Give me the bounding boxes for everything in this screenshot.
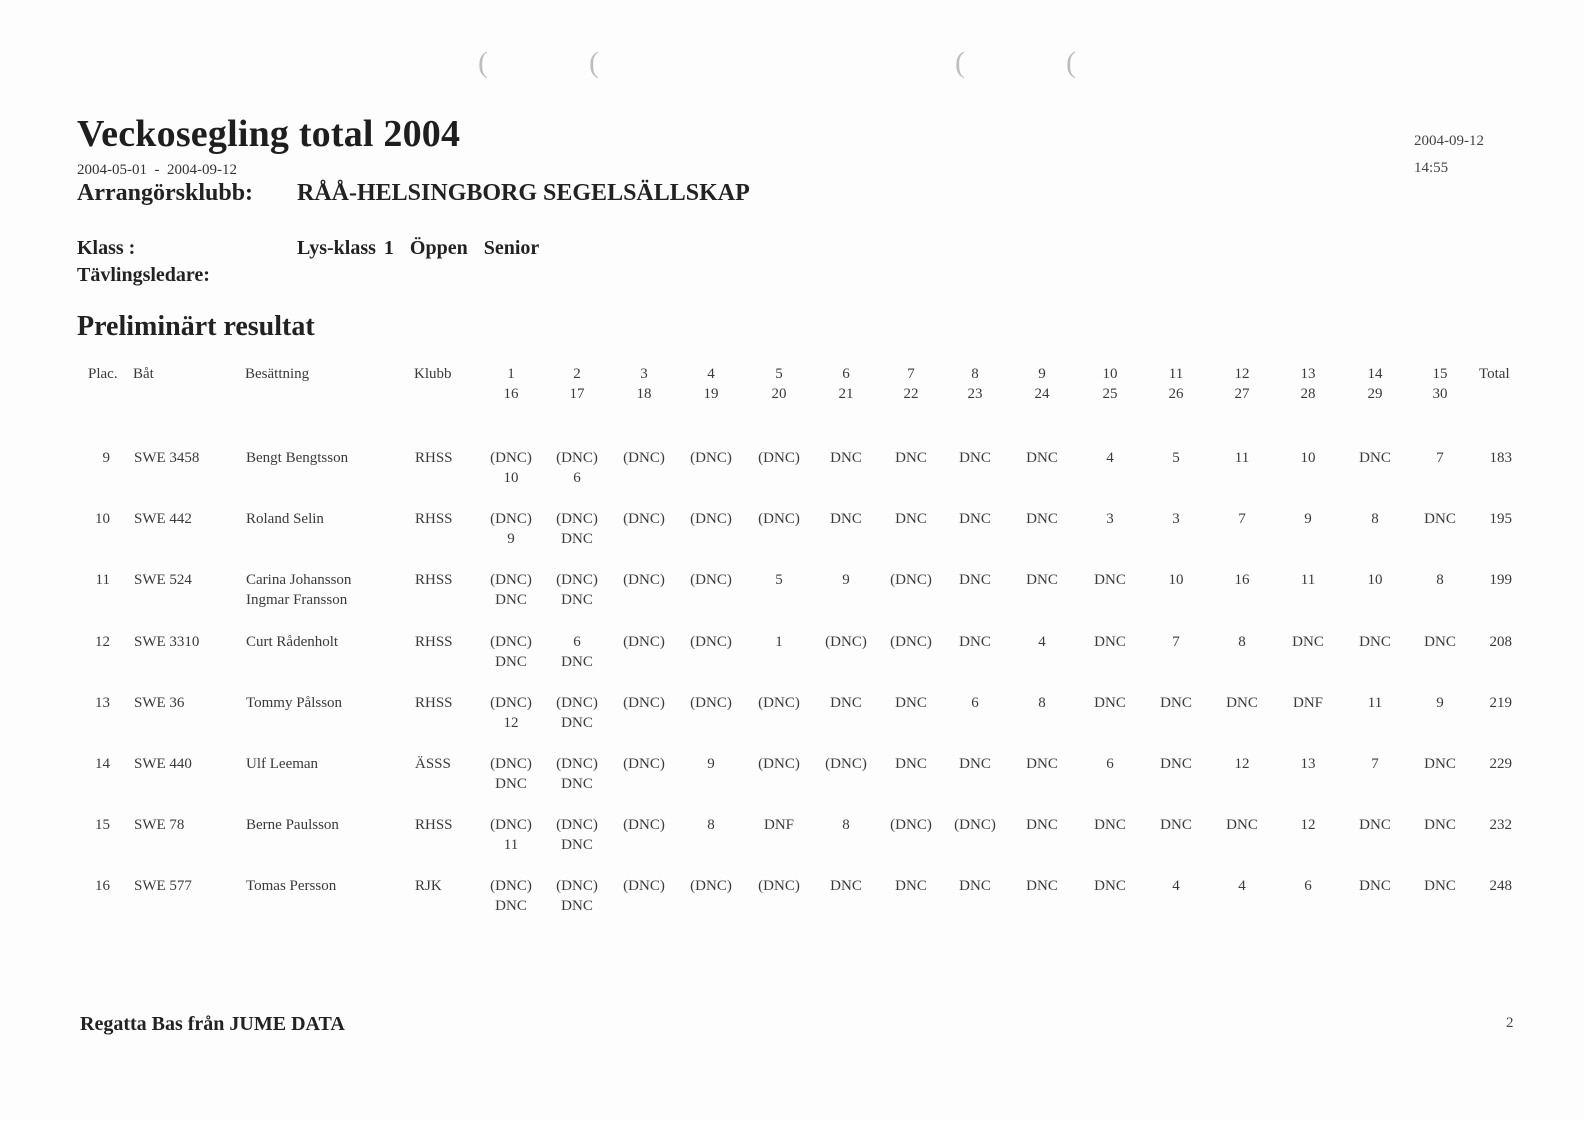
header-race-number: 5: [775, 366, 783, 382]
header-race-number: 29: [1367, 386, 1383, 402]
race-result: 4: [1238, 878, 1246, 894]
organizer-value: RÅÅ-HELSINGBORG SEGELSÄLLSKAP: [297, 180, 750, 206]
race-result: DNC: [1160, 817, 1192, 833]
header-race-number: 14: [1367, 366, 1383, 382]
header-race-number: 30: [1432, 386, 1448, 402]
race-result: (DNC): [623, 572, 665, 588]
class-label: Klass :: [77, 237, 136, 259]
header-plac: Plac.: [88, 366, 118, 382]
race-result: 7: [1172, 634, 1180, 650]
date-range: 2004-05-01 - 2004-09-12: [77, 162, 237, 178]
header-race-number: 15: [1432, 366, 1448, 382]
header-race-number: 26: [1168, 386, 1184, 402]
row-club: RHSS: [415, 695, 453, 711]
race-result: 8: [1436, 572, 1444, 588]
row-placing: 16: [95, 878, 110, 894]
footer-credit: Regatta Bas från JUME DATA: [80, 1013, 345, 1035]
race-result: DNC: [959, 511, 991, 527]
race-result: (DNC): [490, 695, 532, 711]
race-result: DNC: [495, 592, 527, 608]
race-result: (DNC): [825, 634, 867, 650]
race-result: 13: [1300, 756, 1316, 772]
race-result: DNC: [1359, 817, 1391, 833]
race-result: DNC: [830, 695, 862, 711]
header-race-number: 10: [1102, 366, 1118, 382]
header-club: Klubb: [414, 366, 452, 382]
document-title: Veckosegling total 2004: [77, 113, 461, 155]
race-result: 6: [971, 695, 979, 711]
row-crew-member: Bengt Bengtsson: [246, 450, 349, 466]
race-result: DNC: [1094, 634, 1126, 650]
race-result: DNF: [763, 817, 795, 833]
row-placing: 15: [95, 817, 110, 833]
row-boat: SWE 3310: [134, 634, 200, 650]
race-result: (DNC): [758, 878, 800, 894]
header-race-number: 6: [842, 366, 850, 382]
race-result: 3: [1106, 511, 1114, 527]
race-result: (DNC): [758, 756, 800, 772]
race-result: DNC: [1424, 878, 1456, 894]
race-result: (DNC): [623, 756, 665, 772]
race-result: (DNC): [690, 634, 732, 650]
race-result: 9: [707, 756, 715, 772]
race-result: 10: [1168, 572, 1184, 588]
race-result: (DNC): [890, 634, 932, 650]
race-result: 10: [503, 470, 519, 486]
header-crew: Besättning: [245, 366, 310, 382]
header-race-number: 12: [1234, 366, 1250, 382]
race-result: (DNC): [556, 695, 598, 711]
race-result: 8: [842, 817, 850, 833]
row-crew-member: Curt Rådenholt: [246, 634, 339, 650]
punch-mark: (: [955, 46, 965, 79]
section-title: Preliminärt resultat: [77, 311, 315, 342]
row-boat: SWE 442: [134, 511, 192, 527]
row-total: 195: [1489, 511, 1512, 527]
race-result: (DNC): [490, 511, 532, 527]
race-result: 9: [1304, 511, 1312, 527]
header-race-number: 17: [569, 386, 585, 402]
race-result: (DNC): [623, 817, 665, 833]
row-boat: SWE 524: [134, 572, 192, 588]
row-total: 248: [1489, 878, 1512, 894]
race-result: DNC: [1424, 511, 1456, 527]
race-result: 12: [503, 715, 519, 731]
row-boat: SWE 3458: [134, 450, 200, 466]
race-result: DNC: [959, 572, 991, 588]
race-result: 4: [1038, 634, 1046, 650]
header-race-number: 25: [1102, 386, 1118, 402]
header-race-number: 8: [971, 366, 979, 382]
race-result: (DNC): [690, 878, 732, 894]
race-result: DNC: [830, 450, 862, 466]
header-race-number: 3: [640, 366, 648, 382]
race-result: (DNC): [890, 572, 932, 588]
race-result: DNC: [1424, 817, 1456, 833]
race-result: (DNC): [556, 450, 598, 466]
race-result: DNC: [959, 756, 991, 772]
row-total: 208: [1489, 634, 1512, 650]
race-result: 12: [1300, 817, 1316, 833]
race-result: 6: [1304, 878, 1312, 894]
row-crew-member: Tommy Pålsson: [246, 695, 343, 711]
header-race-number: 18: [636, 386, 652, 402]
row-total: 219: [1489, 695, 1512, 711]
header-race-number: 23: [967, 386, 983, 402]
race-result: (DNC): [758, 450, 800, 466]
race-result: DNC: [1424, 634, 1456, 650]
race-result: (DNC): [490, 572, 532, 588]
race-result: DNC: [495, 776, 527, 792]
punch-mark: (: [589, 46, 599, 79]
race-result: 8: [1038, 695, 1046, 711]
race-result: 12: [1234, 756, 1250, 772]
row-club: RHSS: [415, 511, 453, 527]
race-result: 10: [1367, 572, 1383, 588]
leader-label: Tävlingsledare:: [77, 264, 210, 286]
race-result: 7: [1436, 450, 1444, 466]
race-result: DNC: [1292, 634, 1324, 650]
race-result: DNC: [895, 450, 927, 466]
row-crew-member: Roland Selin: [246, 511, 324, 527]
row-crew-member: Tomas Persson: [246, 878, 337, 894]
race-result: 9: [507, 531, 515, 547]
row-boat: SWE 440: [134, 756, 192, 772]
race-result: DNC: [895, 511, 927, 527]
race-result: (DNC): [556, 511, 598, 527]
race-result: 11: [1367, 695, 1383, 711]
race-result: 3: [1172, 511, 1180, 527]
header-race-number: 22: [903, 386, 919, 402]
race-result: DNC: [1424, 756, 1456, 772]
header-race-number: 11: [1168, 366, 1184, 382]
race-result: 10: [1300, 450, 1316, 466]
race-result: DNC: [1359, 634, 1391, 650]
race-result: DNC: [561, 898, 593, 914]
race-result: 6: [1106, 756, 1114, 772]
race-result: (DNC): [490, 878, 532, 894]
race-result: 8: [707, 817, 715, 833]
page-number: 2: [1506, 1015, 1514, 1031]
race-result: 9: [842, 572, 850, 588]
race-result: DNC: [1226, 695, 1258, 711]
header-race-number: 4: [707, 366, 715, 382]
row-club: RHSS: [415, 572, 453, 588]
row-placing: 10: [95, 511, 110, 527]
race-result: DNC: [1026, 572, 1058, 588]
race-result: DNC: [1094, 878, 1126, 894]
race-result: (DNC): [556, 756, 598, 772]
race-result: 5: [775, 572, 783, 588]
race-result: DNC: [561, 654, 593, 670]
race-result: DNC: [1094, 572, 1126, 588]
race-result: DNC: [959, 878, 991, 894]
race-result: (DNC): [623, 634, 665, 650]
race-result: (DNC): [690, 450, 732, 466]
race-result: (DNC): [758, 511, 800, 527]
race-result: 11: [503, 837, 519, 853]
row-total: 183: [1489, 450, 1512, 466]
race-result: 5: [1172, 450, 1180, 466]
race-result: DNC: [561, 715, 593, 731]
race-result: (DNC): [690, 572, 732, 588]
race-result: DNC: [830, 511, 862, 527]
race-result: 6: [573, 470, 581, 486]
race-result: DNC: [895, 878, 927, 894]
race-result: DNC: [1026, 450, 1058, 466]
organizer-label: Arrangörsklubb:: [77, 180, 254, 206]
race-result: 8: [1238, 634, 1246, 650]
race-result: (DNC): [623, 511, 665, 527]
race-result: DNC: [495, 898, 527, 914]
race-result: (DNC): [490, 817, 532, 833]
header-race-number: 16: [503, 386, 519, 402]
race-result: 6: [573, 634, 581, 650]
row-club: RJK: [415, 878, 442, 894]
race-result: 11: [1300, 572, 1316, 588]
race-result: DNC: [1026, 511, 1058, 527]
print-date: 2004-09-12: [1414, 133, 1484, 149]
row-club: ÄSSS: [415, 756, 451, 772]
race-result: 9: [1436, 695, 1444, 711]
race-result: DNC: [959, 634, 991, 650]
race-result: DNC: [895, 695, 927, 711]
race-result: 7: [1371, 756, 1379, 772]
header-race-number: 27: [1234, 386, 1250, 402]
row-placing: 12: [95, 634, 110, 650]
row-club: RHSS: [415, 450, 453, 466]
race-result: DNC: [561, 592, 593, 608]
row-placing: 11: [95, 572, 110, 588]
race-result: DNC: [1026, 878, 1058, 894]
race-result: DNC: [561, 776, 593, 792]
row-total: 232: [1489, 817, 1512, 833]
race-result: DNC: [1026, 756, 1058, 772]
race-result: (DNC): [623, 450, 665, 466]
race-result: (DNC): [556, 572, 598, 588]
header-race-number: 9: [1038, 366, 1046, 382]
race-result: (DNC): [490, 756, 532, 772]
race-result: (DNC): [623, 878, 665, 894]
header-race-number: 1: [507, 366, 515, 382]
race-result: (DNC): [556, 817, 598, 833]
race-result: 8: [1371, 511, 1379, 527]
race-result: (DNC): [690, 695, 732, 711]
race-result: DNC: [495, 654, 527, 670]
race-result: DNC: [1160, 695, 1192, 711]
race-result: (DNC): [758, 695, 800, 711]
header-race-number: 19: [703, 386, 719, 402]
race-result: 11: [1234, 450, 1250, 466]
race-result: (DNC): [556, 878, 598, 894]
race-result: (DNC): [623, 695, 665, 711]
header-boat: Båt: [133, 366, 154, 382]
print-time: 14:55: [1414, 160, 1449, 176]
race-result: DNC: [561, 837, 593, 853]
row-club: RHSS: [415, 634, 453, 650]
race-result: 4: [1106, 450, 1114, 466]
race-result: (DNC): [890, 817, 932, 833]
race-result: (DNC): [825, 756, 867, 772]
race-result: DNC: [1160, 756, 1192, 772]
race-result: DNF: [1292, 695, 1324, 711]
header-race-number: 28: [1300, 386, 1316, 402]
race-result: 16: [1234, 572, 1250, 588]
row-crew-member: Carina Johansson: [246, 572, 352, 588]
header-race-number: 7: [907, 366, 915, 382]
row-crew-member: Ingmar Fransson: [246, 592, 348, 608]
class-value: Lys-klass 1 Öppen Senior: [297, 237, 540, 259]
race-result: (DNC): [490, 450, 532, 466]
race-result: DNC: [561, 531, 593, 547]
header-total: Total: [1479, 366, 1510, 382]
race-result: (DNC): [690, 511, 732, 527]
row-crew-member: Berne Paulsson: [246, 817, 339, 833]
row-boat: SWE 78: [134, 817, 185, 833]
row-crew-member: Ulf Leeman: [246, 756, 319, 772]
row-total: 199: [1489, 572, 1512, 588]
punch-mark: (: [1066, 46, 1076, 79]
punch-mark: (: [478, 46, 488, 79]
race-result: DNC: [1359, 450, 1391, 466]
race-result: DNC: [830, 878, 862, 894]
race-result: DNC: [895, 756, 927, 772]
race-result: (DNC): [490, 634, 532, 650]
race-result: DNC: [1094, 817, 1126, 833]
race-result: DNC: [959, 450, 991, 466]
header-race-number: 20: [771, 386, 787, 402]
row-placing: 13: [95, 695, 110, 711]
header-race-number: 13: [1300, 366, 1316, 382]
race-result: 4: [1172, 878, 1180, 894]
header-race-number: 21: [838, 386, 854, 402]
race-result: 7: [1238, 511, 1246, 527]
race-result: DNC: [1226, 817, 1258, 833]
race-result: (DNC): [954, 817, 996, 833]
header-race-number: 24: [1034, 386, 1050, 402]
row-placing: 9: [102, 450, 110, 466]
header-race-number: 2: [573, 366, 581, 382]
row-placing: 14: [95, 756, 110, 772]
row-club: RHSS: [415, 817, 453, 833]
row-total: 229: [1489, 756, 1512, 772]
race-result: DNC: [1359, 878, 1391, 894]
row-boat: SWE 36: [134, 695, 185, 711]
race-result: DNC: [1026, 817, 1058, 833]
race-result: 1: [775, 634, 783, 650]
race-result: DNC: [1094, 695, 1126, 711]
row-boat: SWE 577: [134, 878, 192, 894]
